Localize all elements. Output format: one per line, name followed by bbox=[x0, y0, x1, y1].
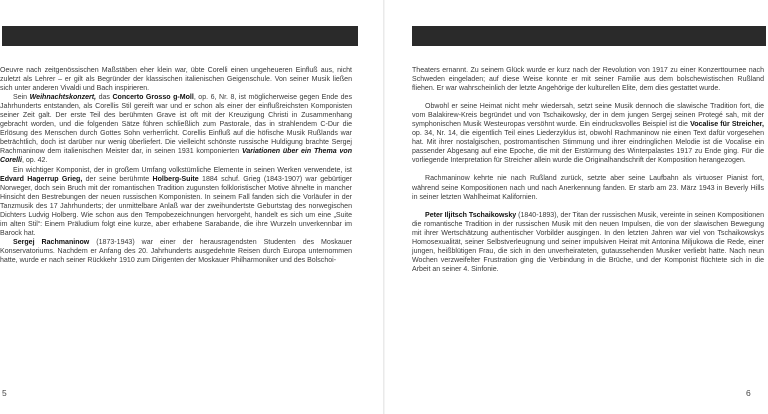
right-paragraph-2: Obwohl er seine Heimat nicht mehr wiedersah, setzt seine Musik dennoch die slawische Tradition fort, die vom Balakirew-Kreis begründet und von Tschaikowsky, der in dem jungen Sergej seinen Protegé sah, mit der symphonischen Musik Westeuropas versöhnt wurde. Ein eindrucksvolles Beispiel ist die Vocalise für Streicher, op. 34, Nr. 14, die eigentlich Teil eines Liederzyklus ist, obwohl Rachmaninow nie einen Text dafür vorgesehen hat. Mit ihrer nostalgischen, postromantischen Stimmung und ihrer eindringlichen Melodie ist die Vocalise ein passender Abgesang auf eine Epoche, die mit der Erstürmung des Winterpalastes 1917 zu Ende ging. Für die vorliegende Interpretation für Streicher allein wurde die Originalhandschrift der Komposition herangezogen. bbox=[412, 103, 764, 165]
right-paragraph-1: Theaters ernannt. Zu seinem Glück wurde er kurz nach der Revolution von 1917 zu einer Konzerttournee nach Schweden eingeladen; auf diese Weise konnte er mit seiner Familie aus dem bolschewistischen Rußland fliehen. Er war wahrscheinlich der letzte Angehörige der kulturellen Elite, dem dies gestattet wurde. bbox=[412, 67, 764, 93]
left-header-bar bbox=[2, 26, 358, 46]
left-paragraph-3: Ein wichtiger Komponist, der in großem Umfang volkstümliche Elemente in seinen Werken verwendete, ist Edvard Hagerrup Grieg, der seine berühmte Holberg-Suite 1884 schuf. Grieg (1843-1907) war gebürtiger Norweger, doch sein Bruch mit der romantischen Tradition zugunsten folkloristischer Motive ähnelte in mancher Hinsicht den Bestrebungen der neuen russischen Komponisten. In seinem Fall fanden sich die Vorläufer in der Tanzmusik des 17 Jahrhunderts; der unmittelbare Anlaß war der zweihundertste Geburtstag des norwegischen Dichters Ludvig Holberg. Wie schon aus den Tempobezeichnungen hervorgeht, handelt es sich um eine „Suite im alten Stil“: Einem Präludium folgt eine kurze, aber erhabene Sarabande, die ihre Wurzeln unverkennbar im Barock hat. bbox=[0, 166, 352, 237]
left-page-number: 5 bbox=[2, 388, 7, 398]
left-paragraph-4: Sergej Rachmaninow (1873-1943) war einer der herausragendsten Studenten des Moskauer Konservatoriums. Nachdem er Anfang des 20. Jahrhunderts ausgedehnte Reisen durch Europa unternommen hatte, wurde er nach seiner Rückkehr 1910 zum Dirigenten der Moskauer Philharmoniker und des Bolschoi- bbox=[0, 238, 352, 264]
right-header-bar bbox=[412, 26, 766, 46]
right-page-number: 6 bbox=[746, 388, 751, 398]
left-paragraph-1: Oeuvre nach zeitgenössischen Maßstäben eher klein war, übte Corelli einen ungeheueren Einfluß aus, nicht zuletzt als Lehrer – er gilt als Begründer der klassischen italienischen Geigenschule. Von seiner Musik ließen sich unter anderen Vivaldi und Bach inspirieren. bbox=[0, 67, 352, 93]
right-page bbox=[384, 0, 768, 414]
right-page-text bbox=[412, 66, 764, 274]
right-paragraph-3: Rachmaninow kehrte nie nach Rußland zurück, setzte aber seine Laufbahn als virtuoser Pianist fort, während seine Kompositionen nach und nach Anerkennung fanden. Er starb am 23. März 1943 in Beverly Hills in seiner letzten Wahlheimat Kalifornien. bbox=[412, 175, 764, 201]
left-paragraph-2: Sein Weihnachtskonzert, das Concerto Grosso g-Moll, op. 6, Nr. 8, ist möglicherweise gegen Ende des Jahrhunderts entstanden, als Corellis Stil gereift war und er schon als einer der einflußreichsten Komponisten seiner Zeit galt. Der erste Teil des berühmten Grave ist oft mit der Kreuzigung Christi in Zusammenhang gebracht worden, und die folgenden Sätze führen schließlich zum Pastorale, das in strahlendem C-Dur die Erlösung des Menschen durch Gottes Sohn verherrlicht. Corellis Einfluß auf die höfische Musik Rußlands war beträchtlich, doch ist darüber nur wenig überliefert. Die vielleicht schönste russische Huldigung brachte Sergej Rachmaninow dem italienischen Meister dar, in seinen 1931 komponierten Variationen über ein Thema von Corelli, op. 42. bbox=[0, 94, 352, 165]
right-paragraph-4: Peter Iljitsch Tschaikowsky (1840-1893), der Titan der russischen Musik, vereinte in seinen Kompositionen die romantische Tradition in der russischen Musik mit den neuen Impulsen, die von der slawischen Bewegung mit ihrer Wertschätzung authentischer Vorbilder ausgingen. In den letzten Jahren war viel von Tschaikowskys Homosexualität, seiner Selbstverleugnung und seiner impulsiven Heirat mit Antonina Miljukowa die Rede, einer jungen, heißblütigen Frau, die sich in den unverheirateten, gutaussehenden Musiker verliebt hatte. Nach neun Wochen verzweifelter Frustration ging die Verbindung in die Brüche, und der Komponist flüchtete sich in die Arbeit an seiner 4. Sinfonie. bbox=[412, 211, 764, 273]
left-page-text bbox=[0, 66, 352, 265]
